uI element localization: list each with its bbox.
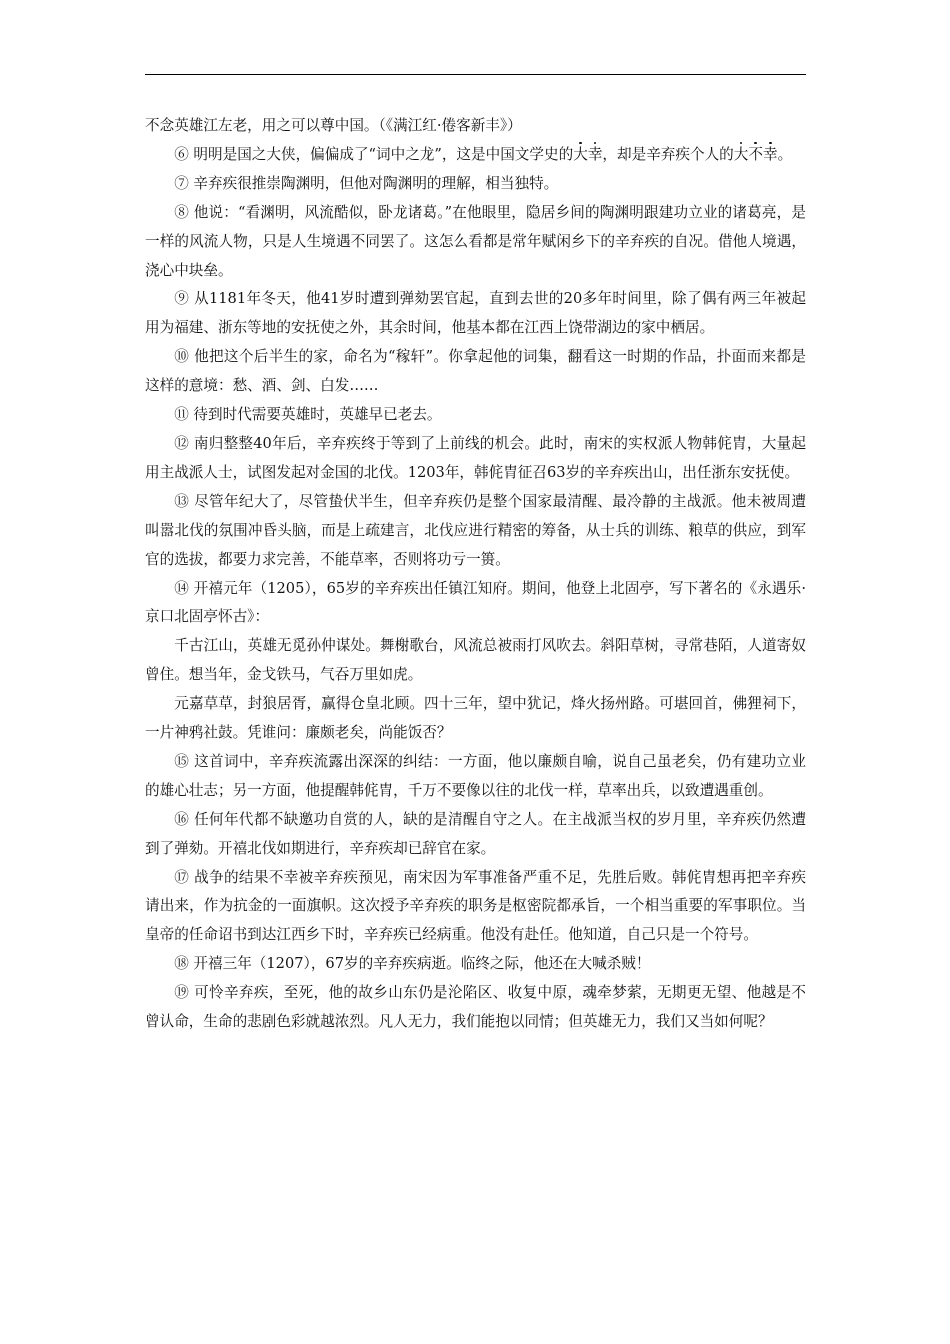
paragraph-13: ⑬ 尽管年纪大了，尽管蛰伏半生，但辛弃疾仍是整个国家最清醒、最冷静的主战派。他未被周遭叫嚣北伐的氛围冲昏头脑，而是上疏建言，北伐应进行精密的筹备，从士兵的训练、粮草的供应，到军官的选拔，都要力求完善，不能草率，否则将功亏一篑。 bbox=[145, 492, 806, 568]
paragraph-11: ⑪ 待到时代需要英雄时，英雄早已老去。 bbox=[174, 406, 442, 424]
poem-stanza-1: 千古江山，英雄无觅孙仲谋处。舞榭歌台，风流总被雨打风吹去。斜阳草树，寻常巷陌，人道寄奴曾住。想当年，金戈铁马，气吞万里如虎。 bbox=[145, 637, 806, 684]
emphasis-dotted bbox=[734, 146, 778, 163]
paragraph-6 bbox=[145, 141, 806, 170]
article-body bbox=[145, 112, 806, 1037]
paragraph-6-lead: ⑥ 明明是国之大侠，偏偏成了“词中之龙”，这是中国文学史的 bbox=[174, 145, 574, 163]
paragraph-18: ⑱ 开禧三年（1207），67岁的辛弃疾病逝。临终之际，他还在大喊杀贼！ bbox=[174, 955, 651, 973]
poem-stanza-2: 元嘉草草，封狼居胥，赢得仓皇北顾。四十三年，望中犹记，烽火扬州路。可堪回首，佛狸祠下，一片神鸦社鼓。凭谁问：廉颇老矣，尚能饭否？ bbox=[145, 695, 806, 742]
paragraph-19: ⑲ 可怜辛弃疾，至死，他的故乡山东仍是沦陷区、收复中原，魂牵梦萦，无期更无望、他越是不曾认命，生命的悲剧色彩就越浓烈。凡人无力，我们能抱以同情；但英雄无力，我们又当如何呢？ bbox=[145, 984, 806, 1031]
paragraph-16: ⑯ 任何年代都不缺邀功自赏的人，缺的是清醒自守之人。在主战派当权的岁月里，辛弃疾仍然遭到了弹劾。开禧北伐如期进行，辛弃疾却已辞官在家。 bbox=[145, 810, 806, 857]
paragraph-9: ⑨ 从1181年冬天，他41岁时遭到弹劾罢官起，直到去世的20多年时间里，除了偶有两三年被起用为福建、浙东等地的安抚使之外，其余时间，他基本都在江西上饶带湖边的家中栖居。 bbox=[145, 290, 806, 337]
paragraph-12: ⑫ 南归整整40年后，辛弃疾终于等到了上前线的机会。此时，南宋的实权派人物韩侂胄，大量起用主战派人士，试图发起对金国的北伐。1203年，韩侂胄征召63岁的辛弃疾出山，出任浙东安抚使。 bbox=[145, 434, 806, 481]
emphasis-char: 幸 bbox=[587, 145, 603, 163]
paragraph-6-end: 。 bbox=[777, 145, 793, 163]
paragraph-17: ⑰ 战争的结果不幸被辛弃疾预见，南宋因为军事准备严重不足，先胜后败。韩侂胄想再把辛弃疾请出来，作为抗金的一面旗帜。这次授予辛弃疾的职务是枢密院都承旨，一个相当重要的军事职位。当皇帝的任命诏书到达江西乡下时，辛弃疾已经病重。他没有赴任。他知道，自己只是一个符号。 bbox=[145, 868, 806, 944]
paragraph-10: ⑩ 他把这个后半生的家，命名为“稼轩”。你拿起他的词集，翻看这一时期的作品，扑面而来都是这样的意境：愁、酒、剑、白发…… bbox=[145, 348, 806, 395]
paragraph-6-middle: ，却是辛弃疾个人的 bbox=[602, 145, 734, 163]
emphasis-char: 大 bbox=[733, 145, 749, 163]
emphasis-char: 幸 bbox=[763, 145, 778, 163]
paragraph-14: ⑭ 开禧元年（1205），65岁的辛弃疾出任镇江知府。期间，他登上北固亭，写下著名的《永遇乐·京口北固亭怀古》： bbox=[145, 579, 806, 626]
paragraph-poem-quote: 不念英雄江左老，用之可以尊中国。（《满江红·倦客新丰》） bbox=[145, 117, 522, 134]
emphasis-dotted bbox=[573, 146, 602, 163]
header-rule bbox=[145, 74, 806, 75]
emphasis-char: 大 bbox=[573, 145, 588, 163]
emphasis-char: 不 bbox=[748, 145, 763, 163]
paragraph-7: ⑦ 辛弃疾很推崇陶渊明，但他对陶渊明的理解，相当独特。 bbox=[174, 174, 559, 192]
paragraph-8: ⑧ 他说：“看渊明，风流酷似，卧龙诸葛。”在他眼里，隐居乡间的陶渊明跟建功立业的诸葛亮，是一样的风流人物，只是人生境遇不同罢了。这怎么看都是常年赋闲乡下的辛弃疾的自况。借他人境遇，浇心中块垒。 bbox=[145, 203, 806, 279]
paragraph-15: ⑮ 这首词中，辛弃疾流露出深深的纠结：一方面，他以廉颇自喻，说自己虽老矣，仍有建功立业的雄心壮志；另一方面，他提醒韩侂胄，千万不要像以往的北伐一样，草率出兵，以致遭遇重创。 bbox=[145, 752, 806, 799]
